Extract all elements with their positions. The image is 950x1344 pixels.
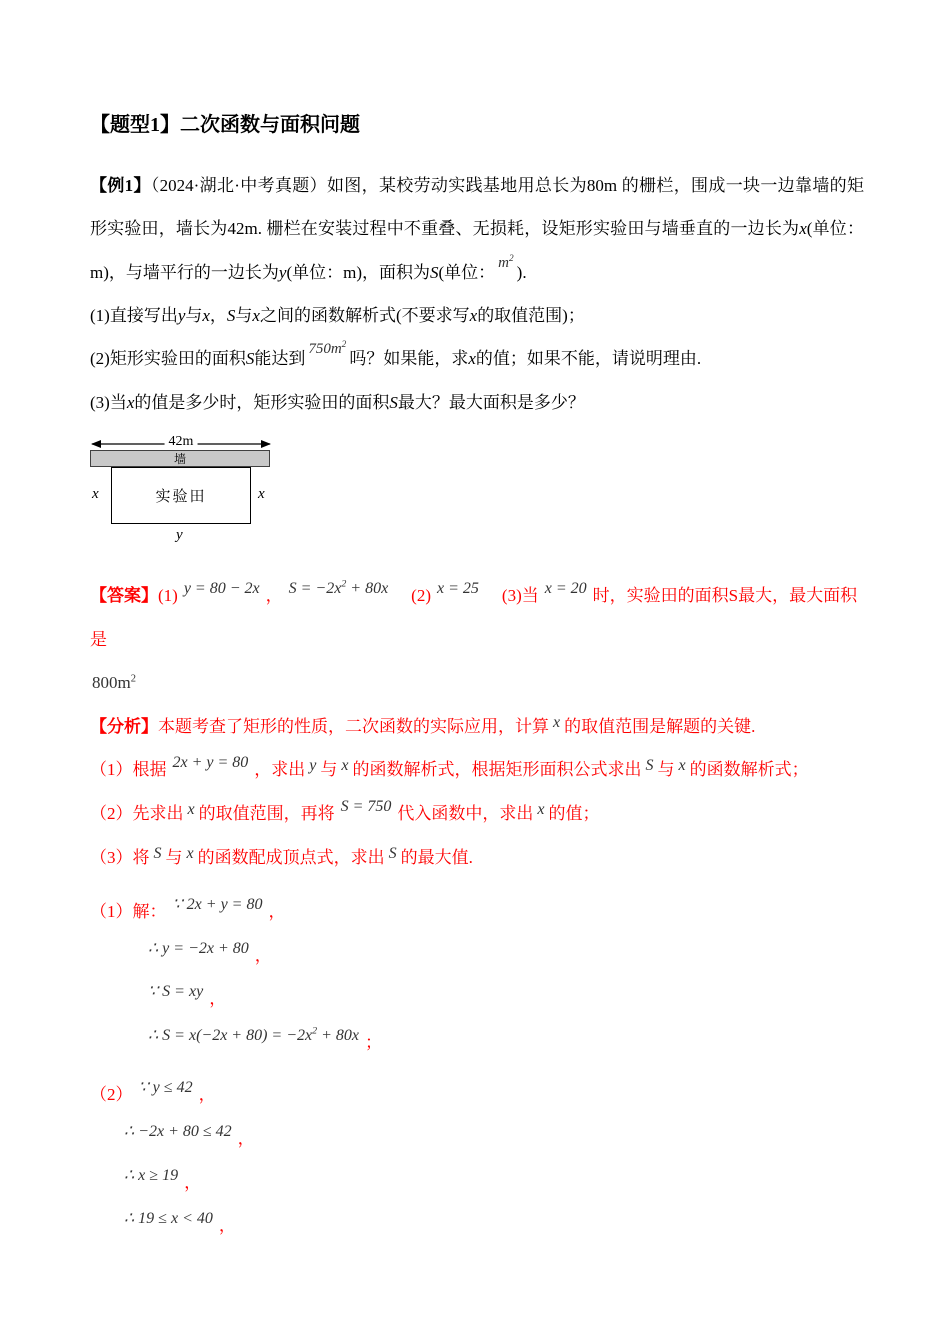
math-segment: S	[645, 757, 654, 775]
text-segment: x	[469, 306, 478, 326]
text-segment: 【答案】	[90, 586, 158, 606]
text-segment: ，	[268, 901, 286, 921]
math-segment: ∴ −2x + 80 ≤ 42	[124, 1122, 232, 1140]
bottom-side-label: y	[176, 527, 183, 544]
text-segment: x	[126, 392, 135, 412]
text-segment: 与	[657, 760, 675, 780]
math-segment: ∵ 2x + y = 80	[172, 895, 263, 913]
text-segment: ，	[184, 1172, 202, 1192]
analysis-step-2	[90, 792, 864, 836]
text-segment: S	[226, 306, 236, 326]
text-segment: (单位：	[438, 262, 496, 282]
text-segment: 代入函数中，求出	[397, 804, 534, 824]
question-part-2	[90, 337, 864, 380]
math-segment: $m^2$	[498, 253, 514, 271]
math-segment: ∵ y ≤ 42	[138, 1078, 193, 1096]
solution-line-5	[90, 1073, 864, 1117]
text-segment: 的函数解析式；	[689, 760, 809, 780]
text-segment: 的值；	[548, 804, 600, 824]
text-segment: 的值是多少时，矩形实验田的面积	[134, 392, 390, 412]
text-segment: (2)	[394, 586, 432, 606]
text-segment: ，	[254, 945, 272, 965]
text-segment: (1)直接写出	[90, 306, 178, 326]
text-segment: 时，实验田的面积S最大，最大面积是	[90, 586, 858, 649]
field-label: 实验田	[155, 489, 207, 506]
width-dimension-arrow	[90, 436, 272, 450]
section-title: 【题型1】二次函数与面积问题	[90, 114, 360, 136]
geometry-figure	[90, 436, 274, 556]
math-segment: x	[187, 801, 195, 819]
text-segment: S	[429, 262, 439, 282]
text-segment: 的函数配成顶点式，求出	[197, 847, 385, 867]
text-segment: （2024·湖北·中考真题）如图，某校劳动实践基地用总长为80m 的栅栏，围成一块一边靠墙的矩形实验田，墙长为42m. 栅栏在安装过程中不重叠、无损耗，设矩形实验田与墙垂直的一边长为	[90, 176, 865, 239]
math-segment: ∵ S = xy	[148, 983, 204, 1001]
text-segment: S	[245, 349, 255, 369]
text-segment: (1)	[158, 586, 178, 606]
text-segment: （1）根据	[90, 760, 167, 780]
text-segment: 与	[235, 306, 253, 326]
text-segment: 的函数解析式，根据矩形面积公式求出	[352, 760, 642, 780]
analysis-step-3	[90, 836, 864, 880]
text-segment: 的值；如果不能，请说明理由.	[475, 349, 702, 369]
wall-label: 墙	[173, 452, 186, 467]
text-segment: 能达到	[254, 349, 306, 369]
math-segment: ∴ 19 ≤ x < 40	[124, 1210, 213, 1228]
text-segment: ).	[516, 262, 527, 282]
field-rectangle	[111, 467, 251, 524]
text-segment: 之间的函数解析式(不要求写	[259, 306, 470, 326]
text-segment: 的最大值.	[400, 847, 473, 867]
solution-line-6	[90, 1117, 864, 1161]
text-segment: （1）解：	[90, 901, 167, 921]
answer-line-2	[90, 661, 864, 704]
text-segment: ，求出	[254, 760, 306, 780]
text-segment: ；	[364, 1033, 382, 1053]
text-segment: （2）先求出	[90, 804, 184, 824]
math-segment: ∴ $S = x(-2x + 80) = -2x^2 + 80x$	[148, 1025, 359, 1045]
text-segment: 本题考查了矩形的性质，二次函数的实际应用，计算	[158, 716, 549, 736]
math-segment: ∴ y = −2x + 80	[148, 939, 249, 957]
solution-line-8	[90, 1204, 864, 1248]
text-segment: ，	[265, 586, 283, 606]
text-segment: ，	[198, 1084, 216, 1104]
text-segment: x	[202, 306, 210, 326]
text-segment: (3)当	[484, 586, 539, 606]
text-segment: x	[468, 349, 476, 369]
wall-bar	[90, 450, 270, 467]
example-problem-text	[90, 164, 864, 294]
text-segment: 【分析】	[90, 716, 158, 736]
text-segment: 【例1】	[90, 176, 151, 195]
math-segment: x	[537, 801, 545, 819]
question-part-3	[90, 381, 864, 424]
text-segment: ，	[218, 1216, 236, 1236]
math-segment: $800m^2$	[92, 673, 136, 693]
text-segment: ，	[209, 989, 227, 1009]
question-part-1	[90, 294, 864, 337]
math-segment: $750m^2$	[308, 340, 347, 358]
math-segment: 2x + y = 80	[172, 754, 249, 772]
text-segment: 最大？最大面积是多少？	[397, 392, 585, 412]
text-segment: ，	[237, 1128, 255, 1148]
text-segment: 的取值范围，再将	[198, 804, 335, 824]
math-segment: ∴ x ≥ 19	[124, 1166, 179, 1184]
math-segment: x	[186, 844, 194, 862]
text-segment: (3)当	[90, 392, 127, 412]
width-label: 42m	[165, 433, 198, 451]
text-segment: (单位：m)，与墙平行的一边长为	[90, 219, 864, 282]
text-segment: y	[278, 262, 287, 282]
right-side-label: x	[258, 486, 265, 503]
math-segment: S	[153, 844, 162, 862]
text-segment: 的取值范围)；	[477, 306, 585, 326]
text-segment: 吗？如果能，求	[349, 349, 469, 369]
text-segment: (单位：m)，面积为	[286, 262, 430, 282]
text-segment: 与	[165, 847, 183, 867]
text-segment: 与	[185, 306, 203, 326]
math-segment: S = 750	[340, 798, 392, 816]
math-segment: y = 80 − 2x	[183, 580, 260, 598]
solution-line-3	[90, 977, 864, 1021]
analysis-line	[90, 705, 864, 749]
math-segment: x = 25	[437, 580, 479, 598]
math-segment: x	[553, 713, 561, 731]
solution-line-7	[90, 1161, 864, 1205]
text-segment: 的取值范围是解题的关键.	[564, 716, 756, 736]
text-segment: (2)矩形实验田的面积	[90, 349, 246, 369]
text-segment: y	[177, 306, 186, 326]
solution-line-2	[90, 934, 864, 978]
solution-line-1	[90, 890, 864, 934]
text-segment: x	[252, 306, 260, 326]
text-segment: 与	[320, 760, 338, 780]
math-segment: x	[341, 757, 349, 775]
math-segment: S	[388, 844, 397, 862]
analysis-step-1	[90, 748, 864, 792]
math-segment: $S = -2x^2 + 80x$	[288, 578, 389, 598]
text-segment: ，	[209, 306, 227, 326]
text-segment: （3）将	[90, 847, 150, 867]
left-side-label: x	[92, 486, 99, 503]
math-segment: x = 20	[544, 580, 587, 598]
text-segment: （2）	[90, 1084, 133, 1104]
math-segment: y	[309, 757, 317, 775]
text-segment: x	[799, 219, 807, 239]
solution-line-4	[90, 1021, 864, 1065]
answer-line-1	[90, 574, 864, 661]
math-segment: x	[678, 757, 686, 775]
text-segment: S	[389, 392, 398, 412]
